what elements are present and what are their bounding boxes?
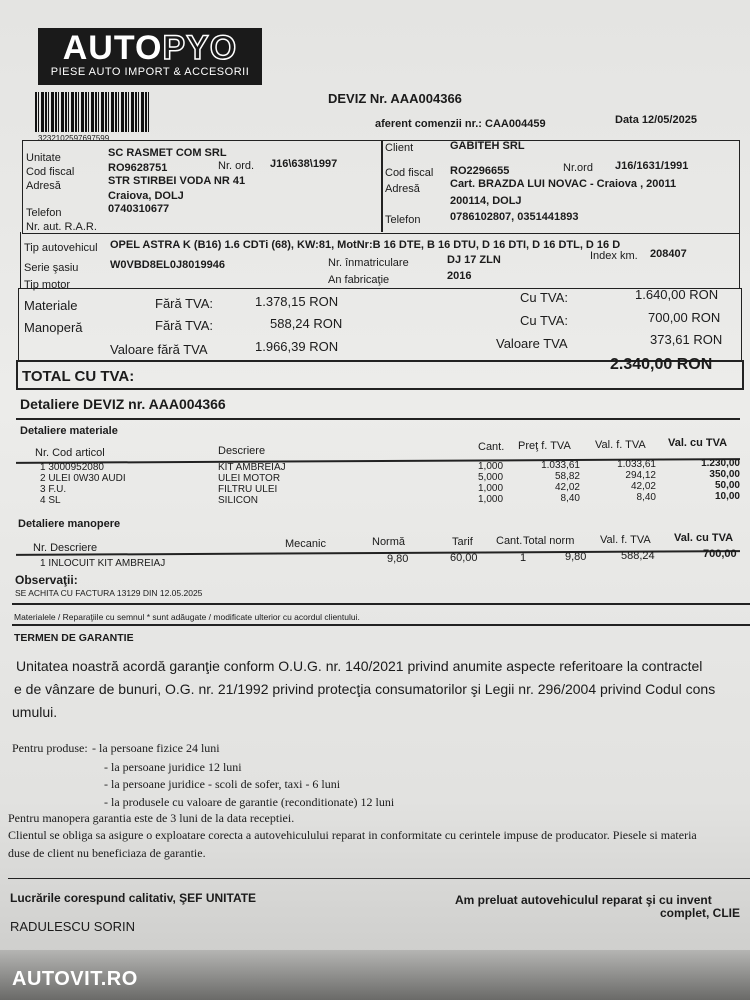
unit-phone: 0740310677 [108,203,170,215]
logo-text-a: AUTO [62,29,163,67]
barcode [35,92,150,132]
client-fiscal-code: RO2296655 [450,165,510,177]
material-cell: 1,000 [478,483,504,494]
unit-name: SC RASMET COM SRL [108,147,227,159]
labor-net: 588,24 [621,550,655,562]
document-title: DEVIZ Nr. AAA004366 [328,91,462,106]
material-cell: 42,02 [630,481,656,492]
label: Nr. aut. R.A.R. [26,221,97,233]
material-cell: 5,000 [478,472,504,483]
warranty-text-3: umului. [12,704,58,720]
material-cell: 1 3000952080 [40,462,104,473]
label: Tip autovehicul [24,242,98,254]
document-date: Data 12/05/2025 [615,114,697,126]
label: Tip motor [24,279,71,291]
warranty-text-1: Unitatea noastră acordă garanţie conform O.U.G. nr. 140/2021 privind anumite aspecte referitoare la contractel [16,658,703,674]
label: Nr. înmatriculare [328,257,409,269]
col-header: Total norm [523,535,575,547]
signature-right-label-2: complet, CLIE [660,906,741,920]
materials-title: Detaliere materiale [20,425,118,437]
observations-label: Observaţii: [15,573,78,587]
label: Adresă [26,180,61,192]
material-cell: 1,000 [478,494,504,505]
grand-total: 2.340,00 RON [610,356,713,373]
label: Fără TVA: [155,296,214,311]
label: Cod fiscal [385,167,434,179]
total-net: 1.966,39 RON [255,339,339,354]
label: Client [385,142,414,154]
col-header: Val. cu TVA [668,437,728,449]
col-header: Cant. [496,535,523,547]
warranty-item: - la persoane fizice 24 luni [92,741,220,755]
material-cell: 50,00 [714,480,740,491]
client-name: GABITEH SRL [450,140,525,152]
label: Materiale [24,298,78,313]
material-cell: 350,00 [709,469,740,480]
labor-warranty: Pentru manopera garantia este de 3 luni de la data receptiei. [8,811,295,825]
label: Index km. [590,250,638,262]
labor-description: 1 INLOCUIT KIT AMBREIAJ [40,558,166,569]
material-cell: 8,40 [560,493,580,504]
labor-norm: 9,80 [387,553,409,565]
warranty-text-2: e de vânzare de bunuri, O.G. nr. 21/1992 privind protecţia consumatorilor şi Legii nr. 296/2004 privind Codul cons [14,681,716,697]
label: Cod fiscal [26,166,75,178]
client-obligation-2: duse de client nu beneficiaza de garantie. [8,846,206,860]
vehicle-plate: DJ 17 ZLN [447,254,501,266]
label: Manoperă [24,320,83,335]
client-city: 200114, DOLJ [450,195,522,207]
autovit-watermark: AUTOVIT.RO [12,968,138,990]
warranty-item: - la persoane juridice 12 luni [104,760,242,774]
col-header: Preţ f. TVA [518,440,571,452]
order-number: aferent comenzii nr.: CAA004459 [375,118,546,130]
materials-gross: 1.640,00 RON [635,287,719,302]
logo-subtitle: PIESE AUTO IMPORT & ACCESORII [50,66,250,78]
label: Nr. ord. [218,160,255,172]
label: Valoare TVA [496,336,568,351]
label: Telefon [26,207,62,219]
material-cell: 1.230,00 [701,458,740,469]
unit-fiscal-code: RO9628751 [108,162,168,174]
material-cell: 42,02 [554,482,580,493]
col-header: Val. cu TVA [674,532,734,544]
materials-net: 1.378,15 RON [255,294,339,309]
material-cell: 2 ULEI 0W30 AUDI [40,473,126,484]
labor-qty: 1 [520,552,527,564]
material-cell: 3 F.U. [40,484,67,495]
label: Nr.ord [563,162,593,174]
col-header: Val. f. TVA [595,439,646,451]
label: An fabricaţie [328,274,390,286]
modification-note: Materialele / Reparaţiile cu semnul * sunt adăugate / modificate ulterior cu acordul clientului. [14,612,360,622]
col-header: Val. f. TVA [600,534,651,546]
unit-city: Craiova, DOLJ [108,190,184,202]
material-cell: 1,000 [478,461,504,472]
client-phone: 0786102807, 0351441893 [450,211,579,223]
material-cell: SILICON [218,495,259,506]
material-cell: 1.033,61 [617,459,656,470]
label: TOTAL CU TVA: [22,368,135,385]
material-cell: ULEI MOTOR [218,473,281,484]
logo-text-b: PYO [162,29,238,67]
labor-total-norm: 9,80 [565,551,587,563]
vehicle-km: 208407 [650,248,687,260]
label: Serie şasiu [24,262,79,274]
material-cell: 10,00 [714,491,740,502]
autopyo-logo [38,28,262,85]
unit-address: STR STIRBEI VODA NR 41 [108,175,246,187]
material-cell: 4 SL [40,495,61,506]
label: Fără TVA: [155,318,214,333]
label: Adresă [385,183,420,195]
col-header: Cant. [478,441,505,453]
labor-gross: 700,00 RON [648,310,721,325]
unit-reg-number: J16\638\1997 [270,158,338,170]
col-header: Tarif [452,536,473,548]
labor-rate: 60,00 [450,552,478,564]
label: Valoare fără TVA [110,342,208,357]
vehicle-year: 2016 [447,270,472,282]
col-header: Nr. Descriere [33,542,98,554]
client-address: Cart. BRAZDA LUI NOVAC - Craiova , 20011 [450,178,677,190]
barcode-number: 3232102597697599 [38,134,110,143]
label: Telefon [385,214,421,226]
warranty-item: - la produsele cu valoare de garantie (reconditionate) 12 luni [104,795,395,809]
labor-gross: 700,00 [703,548,737,560]
col-header: Mecanic [285,538,326,550]
manager-name: RADULESCU SORIN [10,919,135,934]
label: Cu TVA: [520,290,568,305]
signature-left-label: Lucrările corespund calitativ, ŞEF UNITATE [10,891,257,905]
observations-text: SE ACHITA CU FACTURA 13129 DIN 12.05.2025 [15,588,203,598]
material-cell: 58,82 [554,471,580,482]
labor-title: Detaliere manopere [18,518,121,530]
labor-net: 588,24 RON [270,316,343,331]
detail-title: Detaliere DEVIZ nr. AAA004366 [20,396,226,412]
col-header: Nr. Cod articol [35,447,105,459]
signature-right-label: Am preluat autovehiculul reparat şi cu invent [455,893,712,907]
warranty-title: TERMEN DE GARANTIE [14,632,134,644]
material-cell: KIT AMBREIAJ [218,462,286,473]
label: Unitate [26,152,61,164]
col-header: Descriere [218,445,266,457]
material-cell: FILTRU ULEI [218,484,278,495]
label: Cu TVA: [520,313,568,328]
vehicle-type: OPEL ASTRA K (B16) 1.6 CDTi (68), KW:81, MotNr:B 16 DTE, B 16 DTU, D 16 DTI, D 16 DTL, D 16 D [110,239,621,251]
col-header: Normă [372,536,406,548]
products-label: Pentru produse: [12,741,88,755]
warranty-item: - la persoane juridice - scoli de sofer, taxi - 6 luni [104,777,341,791]
material-cell: 294,12 [625,470,656,481]
material-cell: 8,40 [636,492,656,503]
vat-amount: 373,61 RON [650,332,723,347]
material-cell: 1.033,61 [541,460,580,471]
client-obligation-1: Clientul se obliga sa asigure o exploatare corecta a autovehiculului reparat in conformitate cu cerintele impuse de producator. Piesele si materia [8,828,697,842]
client-reg-number: J16/1631/1991 [615,160,689,172]
vehicle-vin: W0VBD8EL0J8019946 [110,259,225,271]
